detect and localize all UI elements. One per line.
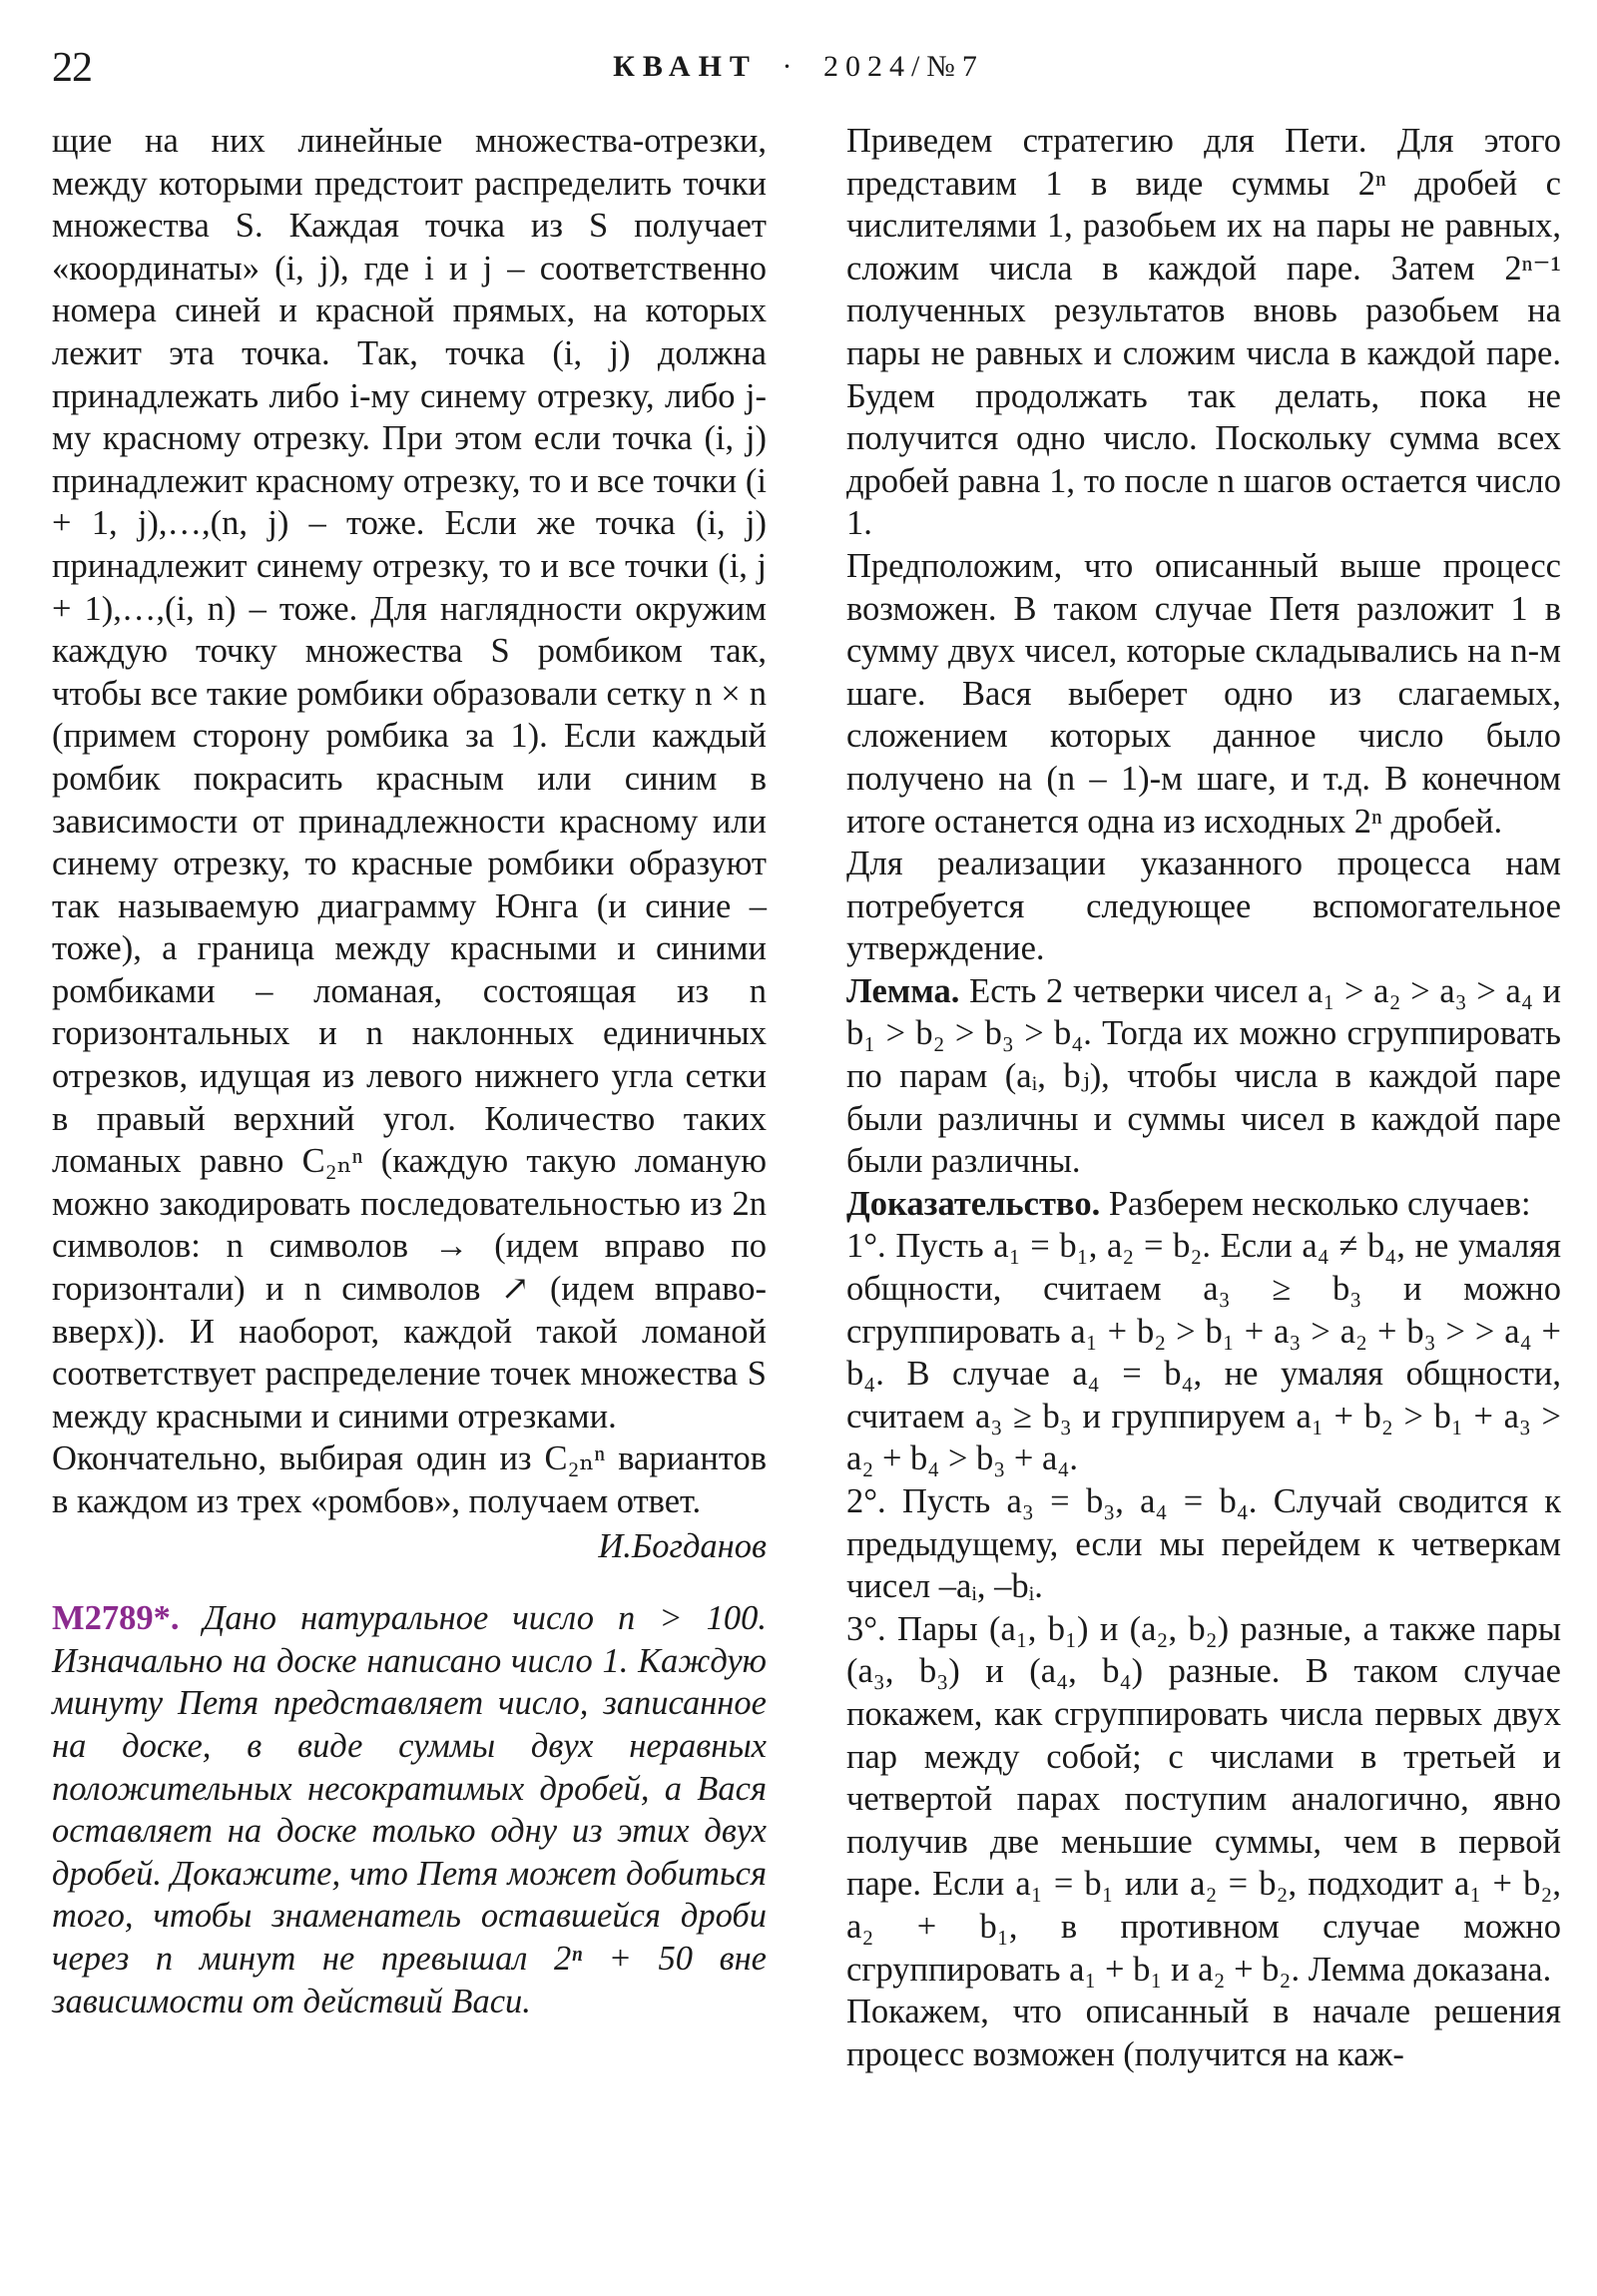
- problem-text: Дано натуральное число n > 100. Изначально на доске написано число 1. Каждую минуту Петя представляет число, записанное на доске, в виде суммы двух неравных положительных несократимых дробей, а Вася оставляет на доске только одну из этих двух дробей. Докажите, что Петя может добиться того, чтобы знаменатель оставшейся дроби через n минут не превышал 2ⁿ + 50 вне зависимости от действий Васи.: [52, 1599, 767, 2020]
- solution-paragraph: щие на них линейные множества-отрезки, между которыми предстоит распределить точки множества S. Каждая точка из S получает «координаты» (i, j), где i и j – соответственно номера синей и красной прямых, на которых лежит эта точка. Так, точка (i, j) должна принадлежать либо i-му синему отрезку, либо j-му красному отрезку. При этом если точка (i, j) принадлежит красному отрезку, то и все точки (i + 1, j),…,(n, j) – тоже. Если же точка (i, j) принадлежит синему отрезку, то и все точки (i, j + 1),…,(i, n) – тоже. Для наглядности окружим каждую точку множества S ромбиком так, чтобы все такие ромбики образовали сетку n × n (примем сторону ромбика за 1). Если каждый ромбик покрасить красным или синим в зависимости от принадлежности красному или синему отрезку, то красные ромбики образуют так называемую диаграмму Юнга (и синие – тоже), а граница между красными и синими ромбиками – ломаная, состоящая из n горизонтальных и n наклонных единичных отрезков, идущая из левого нижнего угла сетки в правый верхний угол. Количество таких ломаных равно C₂ₙⁿ (каждую такую ломаную можно закодировать последовательностью из 2n символов: n символов → (идем вправо по горизонтали) и n символов ↗ (идем вправо-вверх)). И наоборот, каждой такой ломаной соответствует распределение точек множества S между красными и синими отрезками.: [52, 122, 767, 1435]
- problem-label: М2789*: [52, 1599, 171, 1638]
- problem-statement: [52, 1597, 767, 2022]
- solution-conclusion: Окончательно, выбирая один из C₂ₙⁿ вариантов в каждом из трех «ромбов», получаем ответ.: [52, 1439, 767, 1520]
- proof-case-2: 2°. Пусть a₃ = b₃, a₄ = b₄. Случай сводится к предыдущему, если мы перейдем к четверкам чисел –aᵢ, –bᵢ.: [846, 1482, 1561, 1606]
- lemma-label: Лемма.: [846, 971, 960, 1010]
- left-column: [52, 120, 767, 2022]
- page-header: [0, 40, 1597, 100]
- problem-label-dot: .: [170, 1599, 204, 1638]
- assumption-paragraph: Предположим, что описанный выше процесс возможен. В таком случае Петя разложит 1 в сумму двух чисел, которые складывались на n-м шаге. Вася выберет одно из слагаемых, сложением которых данное число было получено на (n – 1)-м шаге, и т.д. В конечном итоге останется одна из исходных 2ⁿ дробей.: [846, 546, 1561, 841]
- proof-case-3: 3°. Пары (a₁, b₁) и (a₂, b₂) разные, а также пары (a₃, b₃) и (a₄, b₄) разные. В таком случае покажем, как сгруппировать числа первых двух пар между собой; с числами в третьей и четвертой парах поступим аналогично, явно получив две меньшие суммы, чем в первой паре. Если a₁ = b₁ или a₂ = b₂, подходит a₁ + b₂, a₂ + b₁, в противном случае можно сгруппировать a₁ + b₁ и a₂ + b₂. Лемма доказана.: [846, 1609, 1561, 1989]
- right-column: [846, 120, 1561, 2075]
- continuation-paragraph: Покажем, что описанный в начале решения процесс возможен (получится на каж-: [846, 1993, 1561, 2073]
- lemma-text: Есть 2 четверки чисел a₁ > a₂ > a₃ > a₄ и b₁ > b₂ > b₃ > b₄. Тогда их можно сгруппировать по парам (aᵢ, bⱼ), чтобы числа в каждой паре были различны и суммы чисел в каждой паре были различны.: [846, 971, 1561, 1181]
- strategy-paragraph: Приведем стратегию для Пети. Для этого представим 1 в виде суммы 2ⁿ дробей с числителями 1, разобьем их на пары не равных, сложим числа в каждой паре. Затем 2ⁿ⁻¹ полученных результатов вновь разобьем на пары не равных и сложим числа в каждой паре. Будем продолжать так делать, пока не получится одно число. Поскольку сумма всех дробей равна 1, то после n шагов остается число 1.: [846, 122, 1561, 543]
- running-title: [0, 50, 1597, 84]
- magazine-name: КВАНТ: [613, 50, 758, 83]
- proof-case-1: 1°. Пусть a₁ = b₁, a₂ = b₂. Если a₄ ≠ b₄, не умаляя общности, считаем a₃ ≥ b₃ и можно сгруппировать a₁ + b₂ > b₁ + a₃ > a₂ + b₃ > > a₄ + b₄. В случае a₄ = b₄, не умаляя общности, считаем a₃ ≥ b₃ и группируем a₁ + b₂ > b₁ + a₃ > a₂ + b₄ > b₃ + a₄.: [846, 1227, 1561, 1478]
- issue-number: 2024/№7: [822, 50, 984, 83]
- lemma-intro-paragraph: Для реализации указанного процесса нам потребуется следующее вспомогательное утверждение.: [846, 845, 1561, 968]
- author-signature: И.Богданов: [598, 1526, 767, 1565]
- proof-label: Доказательство.: [846, 1184, 1101, 1223]
- page-number: 22: [52, 45, 92, 91]
- lemma-statement: [846, 970, 1561, 1183]
- title-separator: ·: [782, 50, 799, 83]
- proof-text: Разберем несколько случаев:: [1108, 1184, 1531, 1223]
- proof-intro: [846, 1183, 1561, 1226]
